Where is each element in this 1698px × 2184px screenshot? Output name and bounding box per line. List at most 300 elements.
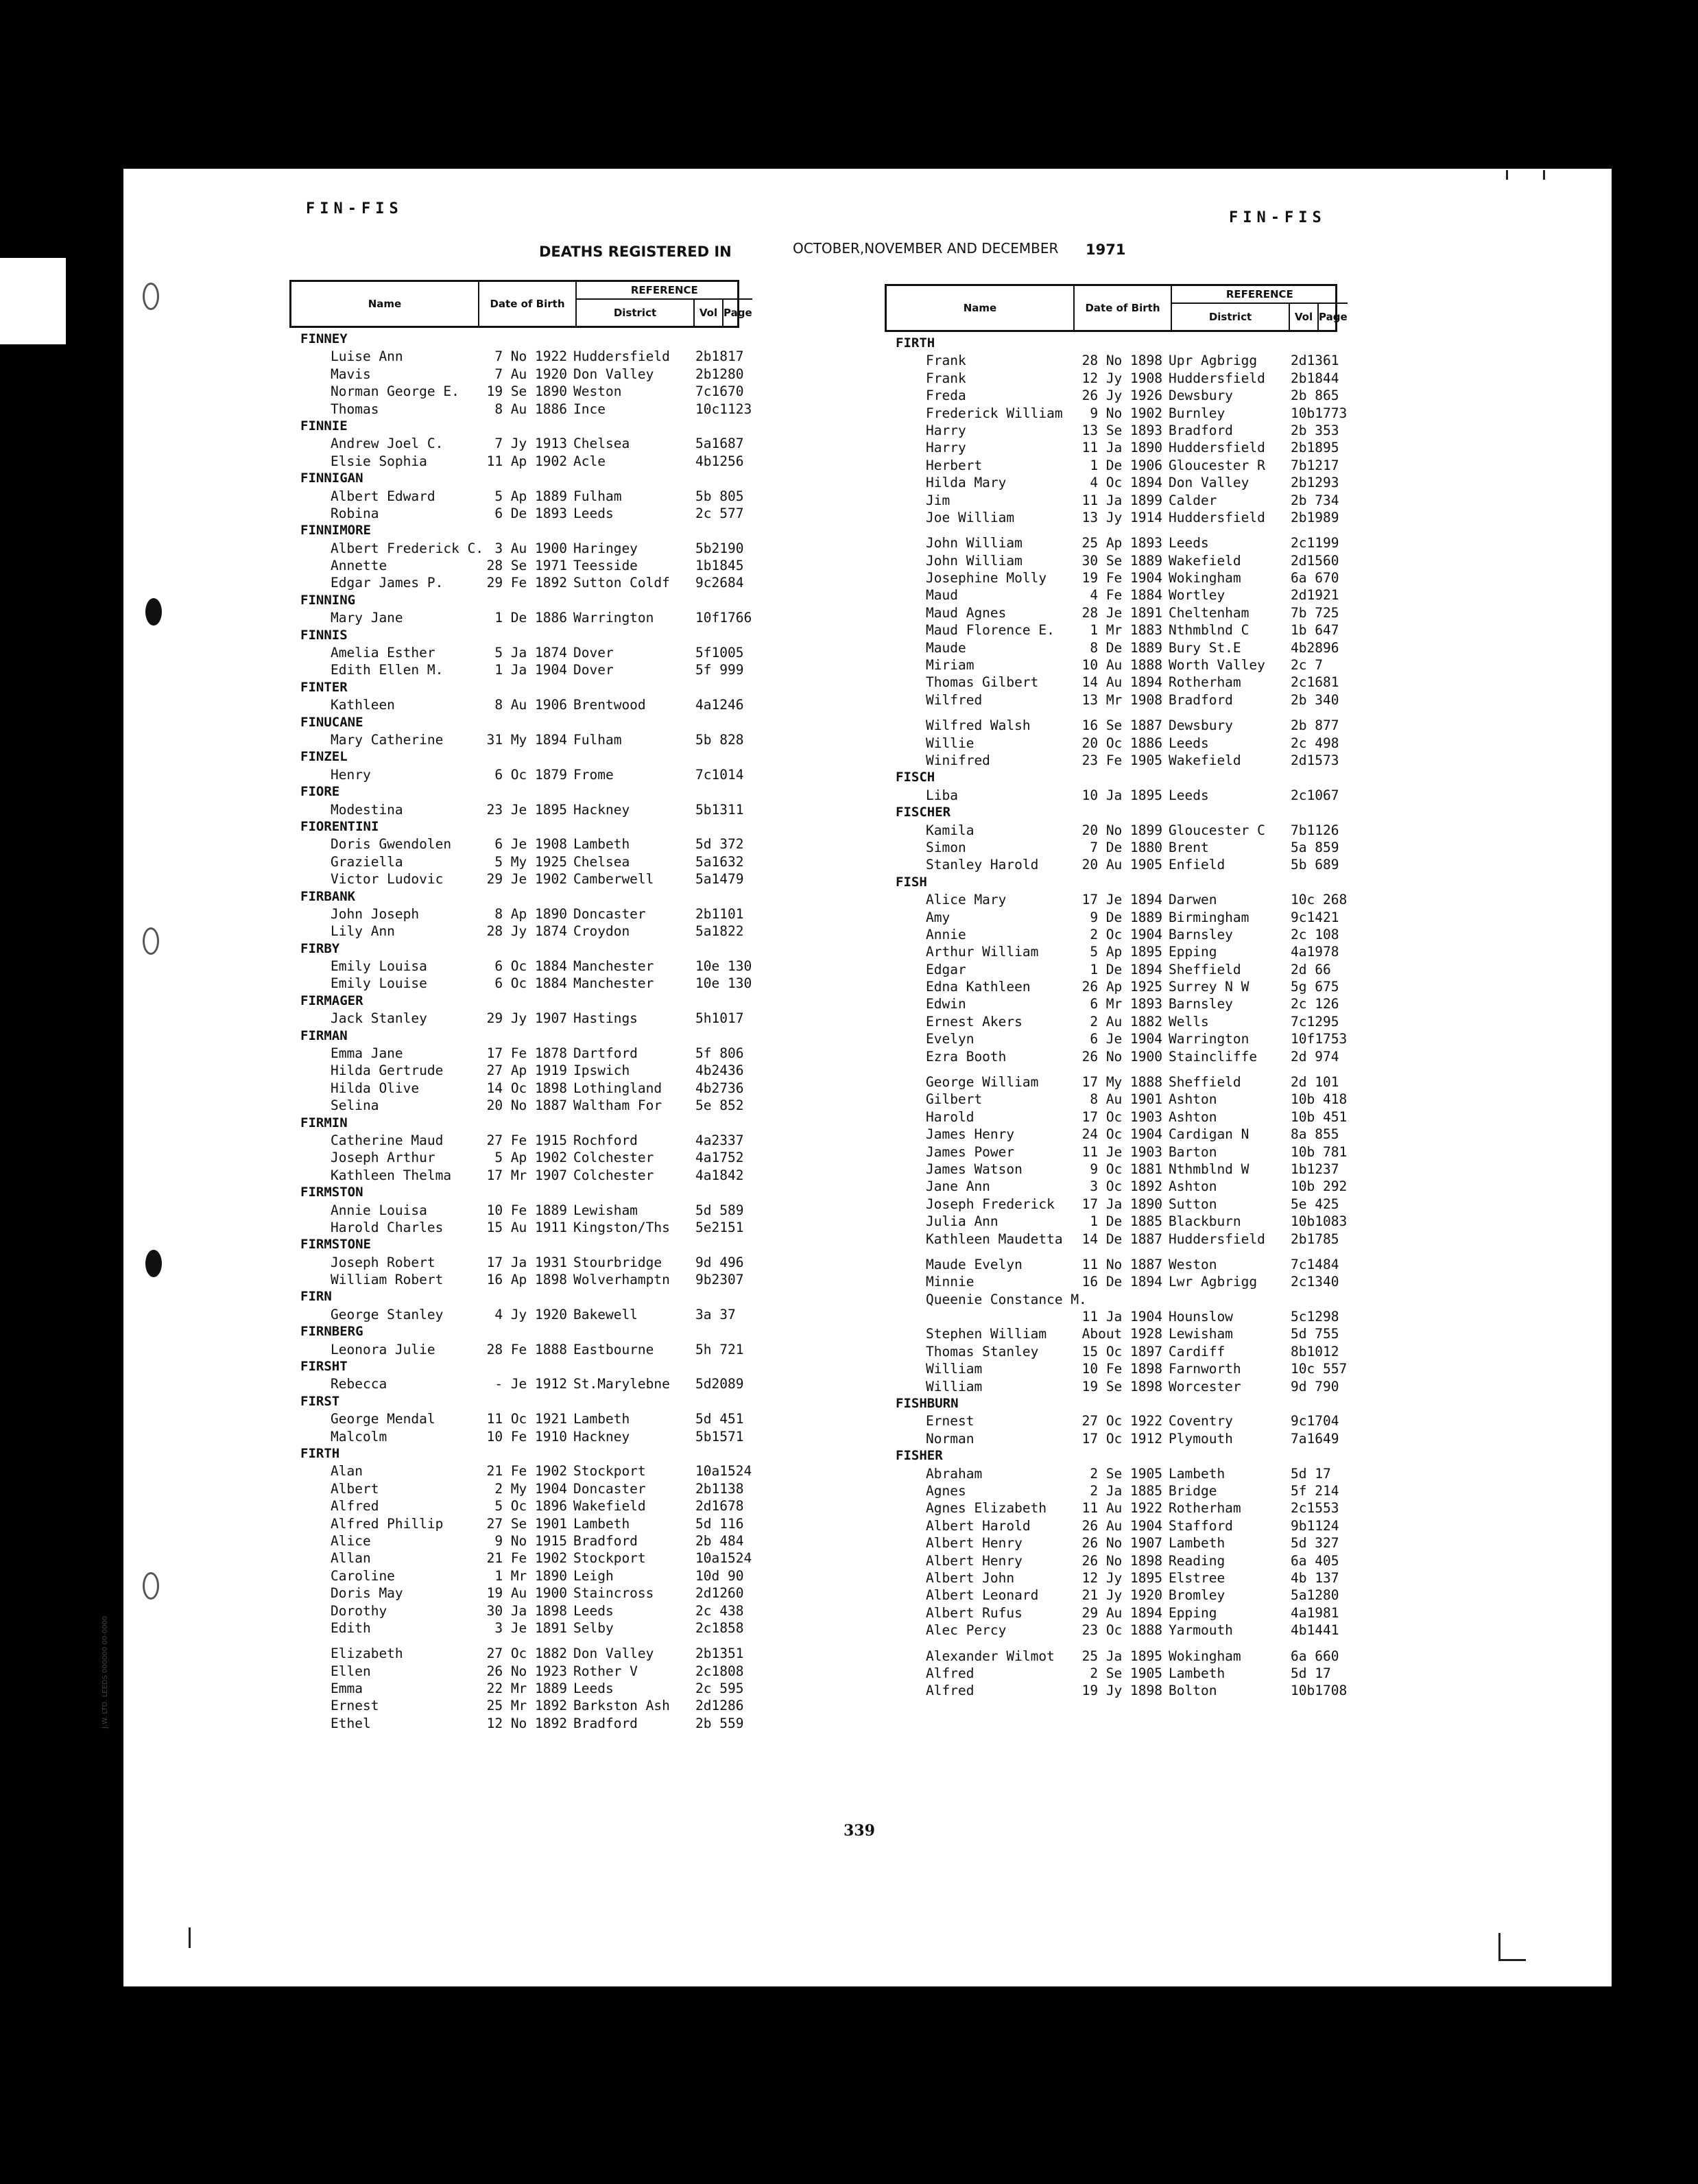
table-row xyxy=(885,943,1337,960)
entry-name: Jack Stanley xyxy=(331,1010,427,1027)
entry-name: Thomas Gilbert xyxy=(926,674,1039,691)
entry-reference: 2d1361 xyxy=(1291,353,1339,369)
entry-district: Wolverhamptn xyxy=(573,1272,670,1288)
table-row xyxy=(885,1308,1337,1325)
table-row xyxy=(885,1499,1337,1517)
entry-reference: 9b2307 xyxy=(695,1272,744,1288)
table-row xyxy=(885,978,1337,995)
entry-name: Kamila xyxy=(926,822,974,838)
entry-date-of-birth: 10 Au 1888 xyxy=(1081,657,1162,674)
entry-name: Emily Louisa xyxy=(331,958,427,975)
entry-date-of-birth: 29 Fe 1892 xyxy=(486,575,567,591)
table-row xyxy=(885,1465,1337,1482)
entry-date-of-birth: 27 Fe 1915 xyxy=(486,1132,567,1148)
entry-reference: 5a1632 xyxy=(695,853,744,870)
table-row xyxy=(289,453,744,470)
entry-date-of-birth: 29 Au 1894 xyxy=(1081,1604,1162,1621)
entry-district: Yarmouth xyxy=(1169,1622,1233,1639)
entry-reference: 2c1340 xyxy=(1291,1274,1339,1290)
table-row xyxy=(885,1604,1337,1622)
entry-date-of-birth: 7 Jy 1913 xyxy=(494,436,567,452)
entry-name: Malcolm xyxy=(331,1428,387,1445)
year-label: 1971 xyxy=(1086,241,1126,258)
entry-district: Lambeth xyxy=(573,836,630,853)
entry-district: Epping xyxy=(1169,1604,1217,1621)
entry-name: Ernest xyxy=(331,1698,379,1714)
entry-name: James Watson xyxy=(926,1161,1023,1177)
entry-district: Ipswich xyxy=(573,1063,630,1079)
table-row xyxy=(885,352,1337,369)
entry-name: Ellen xyxy=(331,1663,371,1679)
entry-date-of-birth: 1 Mr 1883 xyxy=(1090,622,1162,639)
table-row xyxy=(289,1680,744,1697)
entry-name: George Mendal xyxy=(331,1411,435,1427)
entry-reference: 5h1017 xyxy=(695,1010,744,1027)
entry-name: Liba xyxy=(926,787,958,803)
entry-reference: 5f 214 xyxy=(1291,1483,1339,1499)
entry-name: Thomas xyxy=(331,401,379,417)
entry-reference: 5a1687 xyxy=(695,436,744,452)
entry-district: Hounslow xyxy=(1169,1309,1233,1325)
header-page: Page xyxy=(724,307,752,319)
entry-date-of-birth: 7 Au 1920 xyxy=(494,366,567,382)
entry-date-of-birth: 6 Mr 1893 xyxy=(1090,996,1162,1012)
entry-reference: 10b 451 xyxy=(1291,1108,1348,1125)
header-dob: Date of Birth xyxy=(1075,286,1172,330)
table-row xyxy=(885,787,1337,804)
entry-district: Wakefield xyxy=(1169,552,1241,569)
table-row xyxy=(289,1480,744,1497)
entry-date-of-birth: 1 Ja 1904 xyxy=(494,662,567,678)
entry-date-of-birth: 26 Ap 1925 xyxy=(1081,979,1162,995)
entry-date-of-birth: 10 Fe 1898 xyxy=(1081,1361,1162,1377)
entry-reference: 2d 101 xyxy=(1291,1074,1339,1091)
entry-district: Dartford xyxy=(573,1045,638,1062)
punch-hole xyxy=(143,283,159,310)
entry-date-of-birth: 6 Je 1904 xyxy=(1090,1031,1162,1047)
entry-reference: 2d1573 xyxy=(1291,752,1339,768)
entry-reference: 9c1704 xyxy=(1291,1413,1339,1429)
entry-reference: 4a1981 xyxy=(1291,1604,1339,1621)
table-row xyxy=(289,870,744,888)
table-row xyxy=(885,639,1337,656)
entry-reference: 5d 372 xyxy=(695,836,744,853)
entry-name: Joe William xyxy=(926,509,1015,525)
surname-heading: FINNIS xyxy=(300,627,348,643)
entry-name: Jim xyxy=(926,492,950,508)
entry-date-of-birth: 5 Ap 1889 xyxy=(494,488,567,504)
surname-heading: FIRBANK xyxy=(300,888,356,904)
entry-date-of-birth: 8 De 1889 xyxy=(1090,639,1162,656)
entry-date-of-birth: 20 No 1887 xyxy=(486,1097,567,1114)
entry-name: Kathleen Thelma xyxy=(331,1167,452,1183)
entry-date-of-birth: 19 Fe 1904 xyxy=(1081,570,1162,586)
entry-name: Maude Evelyn xyxy=(926,1256,1023,1272)
entry-date-of-birth: 2 Ja 1885 xyxy=(1090,1483,1162,1499)
entry-date-of-birth: 20 Oc 1886 xyxy=(1081,735,1162,751)
entry-reference: 2b 484 xyxy=(695,1532,744,1549)
entry-district: Cheltenham xyxy=(1169,604,1249,621)
table-row xyxy=(885,691,1337,709)
entry-reference: 5e 425 xyxy=(1291,1196,1339,1212)
table-row xyxy=(885,839,1337,856)
table-row xyxy=(885,1665,1337,1682)
entry-district: Bradford xyxy=(1169,691,1233,708)
entry-name: Harold Charles xyxy=(331,1219,444,1235)
entry-name: Lily Ann xyxy=(331,923,395,940)
entry-reference: 2b1351 xyxy=(695,1646,744,1662)
entry-district: Fulham xyxy=(573,731,622,748)
entry-date-of-birth: 21 Jy 1920 xyxy=(1081,1587,1162,1604)
table-row xyxy=(885,1073,1337,1091)
entry-reference: 10f1766 xyxy=(695,610,752,626)
entry-date-of-birth: 26 No 1923 xyxy=(486,1663,567,1679)
surname-heading: FISH xyxy=(896,874,927,890)
entry-district: Upr Agbrigg xyxy=(1169,353,1258,369)
table-row xyxy=(289,1550,752,1567)
table-row xyxy=(289,488,744,505)
entry-name: Ethel xyxy=(331,1715,371,1731)
entry-name: William xyxy=(926,1378,983,1394)
entry-reference: 7c1670 xyxy=(695,383,744,400)
entry-reference: 5d 755 xyxy=(1291,1326,1339,1342)
entry-date-of-birth: 21 Fe 1902 xyxy=(486,1463,567,1480)
entry-reference: 5d 451 xyxy=(695,1411,744,1427)
table-row xyxy=(289,1375,744,1392)
entry-district: Hackney xyxy=(573,1428,630,1445)
surname-heading: FINNIGAN xyxy=(300,471,363,486)
table-row xyxy=(885,961,1337,978)
row-spacer xyxy=(885,709,1337,717)
entry-district: Bradford xyxy=(1169,422,1233,438)
entry-date-of-birth: 2 My 1904 xyxy=(494,1480,567,1497)
entry-name: Josephine Molly xyxy=(926,570,1047,586)
entry-reference: 4a1246 xyxy=(695,697,744,713)
header-name: Name xyxy=(291,282,479,326)
entry-district: Stourbridge xyxy=(573,1254,662,1270)
entry-date-of-birth: 3 Oc 1892 xyxy=(1090,1178,1162,1195)
entry-reference: 4a2337 xyxy=(695,1132,744,1148)
table-row xyxy=(885,1517,1337,1534)
entry-district: Wokingham xyxy=(1169,570,1241,586)
entry-district: Farnworth xyxy=(1169,1361,1241,1377)
entry-name: Agnes Elizabeth xyxy=(926,1500,1047,1517)
table-row xyxy=(885,1178,1348,1195)
entry-date-of-birth: 17 My 1888 xyxy=(1081,1074,1162,1091)
entry-district: Ashton xyxy=(1169,1091,1217,1108)
entry-date-of-birth: 16 Se 1887 xyxy=(1081,717,1162,734)
entry-reference: 4b 137 xyxy=(1291,1569,1339,1586)
entry-date-of-birth: 2 Au 1882 xyxy=(1090,1013,1162,1030)
entry-date-of-birth: 14 Oc 1898 xyxy=(486,1080,567,1096)
entry-name: Wilfred xyxy=(926,691,983,708)
entry-district: Dewsbury xyxy=(1169,388,1233,404)
entry-district: Leeds xyxy=(573,505,614,521)
entry-name-continued xyxy=(885,1291,1337,1308)
entry-district: Leeds xyxy=(573,1602,614,1619)
table-row xyxy=(885,822,1337,839)
entry-district: Weston xyxy=(573,383,622,400)
table-row xyxy=(289,661,744,678)
entry-date-of-birth: 9 No 1902 xyxy=(1090,405,1162,421)
surname-heading: FIRSHT xyxy=(300,1359,348,1375)
entry-name: Simon xyxy=(926,839,966,855)
header-reference: REFERENCE xyxy=(1172,286,1348,304)
header-reference-group xyxy=(577,282,752,326)
entry-reference: 2b1895 xyxy=(1291,440,1339,456)
entry-name: James Henry xyxy=(926,1126,1015,1143)
header-district: District xyxy=(1172,304,1290,330)
entry-date-of-birth: 5 Ap 1902 xyxy=(494,1150,567,1166)
surname-heading: FIRST xyxy=(300,1393,340,1409)
entry-name: John William xyxy=(926,552,1023,569)
entry-name: Doris Gwendolen xyxy=(331,836,452,853)
surname-heading: FIRTH xyxy=(896,335,935,351)
surname-heading: FIRTH xyxy=(300,1446,340,1461)
table-row xyxy=(289,1306,739,1323)
table-row xyxy=(289,1167,744,1184)
entry-date-of-birth: 6 Oc 1879 xyxy=(494,766,567,783)
entry-district: Epping xyxy=(1169,944,1217,960)
entry-date-of-birth: 28 No 1898 xyxy=(1081,353,1162,369)
entry-reference: 4a1842 xyxy=(695,1167,744,1183)
surname-heading: FINNIMORE xyxy=(300,523,371,538)
table-row xyxy=(289,1584,744,1602)
entry-name: Edith xyxy=(331,1619,371,1636)
header-reference: REFERENCE xyxy=(577,282,752,300)
entry-name: Selina xyxy=(331,1097,379,1114)
entry-district: Lwr Agbrigg xyxy=(1169,1274,1258,1290)
table-row xyxy=(885,621,1337,639)
table-row xyxy=(885,1256,1337,1273)
entry-name: Robina xyxy=(331,505,379,521)
entry-reference: 9c1421 xyxy=(1291,909,1339,925)
table-row xyxy=(885,1343,1337,1360)
entry-name: Frank xyxy=(926,370,966,386)
entry-district: Worth Valley xyxy=(1169,657,1265,674)
entry-name: Annette xyxy=(331,558,387,574)
table-row xyxy=(289,1097,744,1114)
entry-name: Hilda Olive xyxy=(331,1080,420,1096)
entry-name: Herbert xyxy=(926,457,983,473)
entry-date-of-birth: 28 Fe 1888 xyxy=(486,1341,567,1357)
entry-reference: 9b1124 xyxy=(1291,1517,1339,1534)
entry-reference: 2c 577 xyxy=(695,505,744,521)
entry-reference: 2d1921 xyxy=(1291,587,1339,604)
entry-date-of-birth: 12 Jy 1908 xyxy=(1081,370,1162,386)
entry-reference: 5d2089 xyxy=(695,1376,744,1392)
punch-hole xyxy=(145,1250,162,1277)
entry-district: Surrey N W xyxy=(1169,979,1249,995)
entry-name: Alec Percy xyxy=(926,1622,1007,1639)
table-row xyxy=(885,752,1337,769)
table-row xyxy=(885,1648,1337,1665)
surname-heading: FIRNBERG xyxy=(300,1324,363,1340)
punch-hole xyxy=(143,1572,159,1600)
entry-reference: 1b 647 xyxy=(1291,622,1339,639)
entry-district: Brent xyxy=(1169,839,1209,855)
entry-district: Haringey xyxy=(573,540,638,556)
entry-reference: 10c 268 xyxy=(1291,892,1348,908)
entry-name: Emily Louise xyxy=(331,975,427,992)
entry-date-of-birth: 25 Ap 1893 xyxy=(1081,535,1162,551)
entry-reference: 2c1858 xyxy=(695,1619,744,1636)
entry-date-of-birth: 19 Se 1890 xyxy=(486,383,567,400)
entry-name: Stephen William xyxy=(926,1326,1047,1342)
entry-reference: 2b 877 xyxy=(1291,717,1339,734)
entry-name: Winifred xyxy=(926,752,990,768)
table-row xyxy=(289,905,744,923)
table-row xyxy=(885,604,1337,621)
crop-mark xyxy=(1498,1933,1500,1960)
table-row xyxy=(289,853,744,870)
entry-name: Victor Ludovic xyxy=(331,871,444,888)
entry-name: Arthur William xyxy=(926,944,1039,960)
entry-date-of-birth: 25 Mr 1892 xyxy=(486,1698,567,1714)
entry-date-of-birth: 11 Je 1903 xyxy=(1081,1143,1162,1160)
entry-date-of-birth: 6 De 1893 xyxy=(494,505,567,521)
table-row xyxy=(885,586,1337,604)
entry-reference: 2b1989 xyxy=(1291,509,1339,525)
table-row xyxy=(289,1045,744,1062)
row-spacer xyxy=(885,1248,1337,1256)
entry-district: Dover xyxy=(573,662,614,678)
entry-date-of-birth: 10 Fe 1910 xyxy=(486,1428,567,1445)
entry-district: Wokingham xyxy=(1169,1648,1241,1664)
table-row xyxy=(289,1010,744,1027)
surname-heading: FIRMAN xyxy=(300,1028,348,1043)
entry-reference: 2c 595 xyxy=(695,1681,744,1697)
table-row xyxy=(885,439,1337,456)
table-row xyxy=(289,801,744,818)
entry-reference: 4b2436 xyxy=(695,1063,744,1079)
entry-name: Rebecca xyxy=(331,1376,387,1392)
entry-reference: 2d 66 xyxy=(1291,961,1331,977)
entry-name: Miriam xyxy=(926,657,974,674)
entry-district: Rotherham xyxy=(1169,674,1241,691)
table-row xyxy=(289,731,744,748)
entry-date-of-birth: 29 Je 1902 xyxy=(486,871,567,888)
surname-heading: FINNING xyxy=(300,592,356,608)
row-spacer xyxy=(885,1065,1337,1073)
entry-name: Albert xyxy=(331,1480,379,1497)
entry-district: Stockport xyxy=(573,1463,646,1480)
entry-reference: 5b1311 xyxy=(695,801,744,818)
entry-district: Cardigan N xyxy=(1169,1126,1249,1143)
surname-heading: FIRN xyxy=(300,1289,332,1305)
entry-name: Elizabeth xyxy=(331,1646,403,1662)
table-row xyxy=(885,717,1337,734)
entry-reference: 10b1083 xyxy=(1291,1213,1348,1230)
entry-reference: 5b 689 xyxy=(1291,857,1339,873)
entry-district: Huddersfield xyxy=(1169,370,1265,386)
table-row xyxy=(885,1552,1337,1569)
entry-district: Bromley xyxy=(1169,1587,1225,1604)
entry-district: Lambeth xyxy=(1169,1535,1225,1552)
entry-reference: 4b2736 xyxy=(695,1080,744,1096)
entry-date-of-birth: 11 No 1887 xyxy=(1081,1256,1162,1272)
entry-reference: 4b1441 xyxy=(1291,1622,1339,1639)
left-column xyxy=(289,280,752,1732)
entry-date-of-birth: 14 De 1887 xyxy=(1081,1231,1162,1247)
table-row xyxy=(289,1410,744,1427)
entry-reference: 5g 675 xyxy=(1291,979,1339,995)
entry-district: Don Valley xyxy=(1169,475,1249,491)
entry-district: Leigh xyxy=(573,1567,614,1584)
entry-date-of-birth: 17 Ja 1890 xyxy=(1081,1196,1162,1212)
entry-reference: 5a 859 xyxy=(1291,839,1339,855)
entry-date-of-birth: 8 Au 1901 xyxy=(1090,1091,1162,1108)
entry-date-of-birth: 8 Au 1886 xyxy=(494,401,567,417)
table-row xyxy=(885,909,1337,926)
entry-date-of-birth: 23 Je 1895 xyxy=(486,801,567,818)
table-row xyxy=(885,1126,1337,1143)
entry-district: Selby xyxy=(573,1619,614,1636)
entry-date-of-birth: 25 Ja 1895 xyxy=(1081,1648,1162,1664)
entry-district: Wells xyxy=(1169,1013,1209,1030)
entry-name: George William xyxy=(926,1074,1039,1091)
entry-name: Dorothy xyxy=(331,1602,387,1619)
entry-name: Evelyn xyxy=(926,1031,974,1047)
entry-reference: 9d 790 xyxy=(1291,1378,1339,1394)
crop-mark xyxy=(189,1927,191,1948)
entry-district: Worcester xyxy=(1169,1378,1241,1394)
entry-reference: 5c1298 xyxy=(1291,1309,1339,1325)
table-row xyxy=(289,1462,752,1480)
entry-name: Andrew Joel C. xyxy=(331,436,444,452)
entry-reference: 5a1479 xyxy=(695,871,744,888)
entry-district: Lothingland xyxy=(573,1080,662,1096)
entry-district: Leeds xyxy=(1169,735,1209,751)
entry-district: Coventry xyxy=(1169,1413,1233,1429)
entry-reference: 1b1845 xyxy=(695,558,744,574)
entry-district: Plymouth xyxy=(1169,1430,1233,1447)
left-page-code: FIN-FIS xyxy=(306,200,403,217)
entry-district: Waltham For xyxy=(573,1097,662,1114)
entry-reference: 2d 974 xyxy=(1291,1048,1339,1065)
surname-heading: FIRBY xyxy=(300,940,340,956)
entry-reference: 2b1101 xyxy=(695,905,744,922)
table-row xyxy=(885,1587,1337,1604)
entry-name: Annie Louisa xyxy=(331,1202,427,1218)
entry-reference: 4a1752 xyxy=(695,1150,744,1166)
entry-reference: 10d 90 xyxy=(695,1567,744,1584)
entry-district: Lambeth xyxy=(573,1515,630,1532)
entry-district: Lewisham xyxy=(1169,1326,1233,1342)
entry-district: Doncaster xyxy=(573,1480,646,1497)
entry-reference: 6a 660 xyxy=(1291,1648,1339,1664)
entry-name: Maud Agnes xyxy=(926,604,1007,621)
entry-name: Albert Leonard xyxy=(926,1587,1039,1604)
entry-district: Reading xyxy=(1169,1552,1225,1569)
entry-name: Caroline xyxy=(331,1567,395,1584)
table-row xyxy=(289,574,744,591)
table-row xyxy=(289,1202,744,1219)
table-row xyxy=(885,1196,1337,1213)
entry-name: Julia Ann xyxy=(926,1213,999,1230)
page-number: 339 xyxy=(844,1822,875,1840)
entry-district: Weston xyxy=(1169,1256,1217,1272)
entry-date-of-birth: 4 Fe 1884 xyxy=(1090,587,1162,604)
entry-name: Willie xyxy=(926,735,974,751)
entry-reference: 10b 292 xyxy=(1291,1178,1348,1195)
table-row xyxy=(885,656,1337,674)
entry-district: Bury St.E xyxy=(1169,639,1241,656)
entry-name: Henry xyxy=(331,766,371,783)
entry-district: Bradford xyxy=(573,1715,638,1731)
entry-date-of-birth: 20 Au 1905 xyxy=(1081,857,1162,873)
entry-name: Albert John xyxy=(926,1569,1015,1586)
